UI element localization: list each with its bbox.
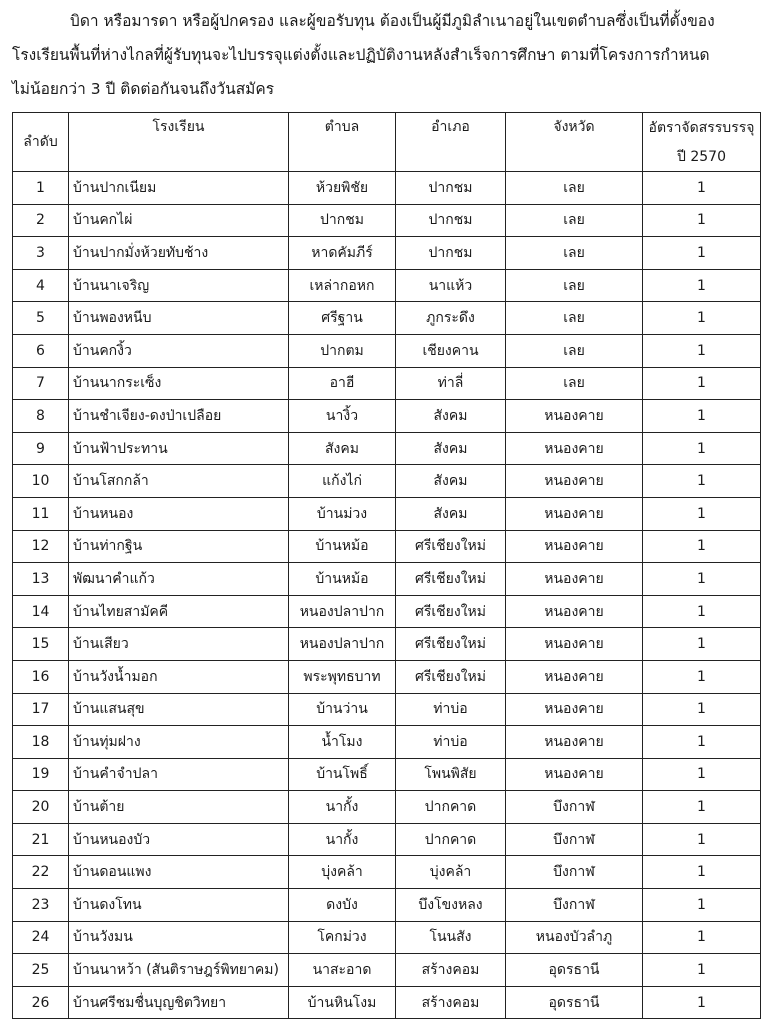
subdistrict: อาฮี [289, 367, 396, 400]
table-row [13, 432, 761, 465]
province: บึงกาฬ [506, 856, 643, 889]
school-name: บ้านปากมั่งห้วยทับช้าง [69, 237, 289, 270]
row-number: 23 [13, 889, 69, 922]
row-number: 25 [13, 954, 69, 987]
quota-count: 1 [643, 986, 761, 1019]
province: หนองคาย [506, 726, 643, 759]
quota-count: 1 [643, 921, 761, 954]
province: บึงกาฬ [506, 889, 643, 922]
header-district: อำเภอ [396, 113, 506, 172]
quota-count: 1 [643, 954, 761, 987]
school-name: บ้านโสกกล้า [69, 465, 289, 498]
row-number: 24 [13, 921, 69, 954]
table-row [13, 400, 761, 433]
table-row [13, 563, 761, 596]
row-number: 21 [13, 823, 69, 856]
row-number: 6 [13, 334, 69, 367]
subdistrict: ปากชม [289, 204, 396, 237]
row-number: 15 [13, 628, 69, 661]
subdistrict: บ้านหินโงม [289, 986, 396, 1019]
school-name: บ้านศรีชมชื่นบุญชิตวิทยา [69, 986, 289, 1019]
school-name: บ้านวังน้ำมอก [69, 660, 289, 693]
subdistrict: บ้านว่าน [289, 693, 396, 726]
subdistrict: พระพุทธบาท [289, 660, 396, 693]
district: ปากชม [396, 237, 506, 270]
row-number: 5 [13, 302, 69, 335]
province: หนองบัวลำภู [506, 921, 643, 954]
quota-count: 1 [643, 334, 761, 367]
header-subdistrict: ตำบล [289, 113, 396, 172]
subdistrict: โคกม่วง [289, 921, 396, 954]
district: ศรีเชียงใหม่ [396, 628, 506, 661]
row-number: 17 [13, 693, 69, 726]
subdistrict: บ้านม่วง [289, 497, 396, 530]
province: หนองคาย [506, 530, 643, 563]
school-quota-table [12, 112, 761, 1019]
province: เลย [506, 172, 643, 205]
row-number: 13 [13, 563, 69, 596]
district: โพนพิสัย [396, 758, 506, 791]
table-row [13, 693, 761, 726]
province: หนองคาย [506, 660, 643, 693]
table-row [13, 595, 761, 628]
district: ปากคาด [396, 823, 506, 856]
subdistrict: ห้วยพิชัย [289, 172, 396, 205]
header-province: จังหวัด [506, 113, 643, 172]
subdistrict: นางิ้ว [289, 400, 396, 433]
district: บุ่งคล้า [396, 856, 506, 889]
province: หนองคาย [506, 465, 643, 498]
table-body [13, 172, 761, 1019]
table-row [13, 954, 761, 987]
district: สังคม [396, 400, 506, 433]
school-name: บ้านคกงิ้ว [69, 334, 289, 367]
quota-count: 1 [643, 432, 761, 465]
quota-count: 1 [643, 269, 761, 302]
table-row [13, 204, 761, 237]
district: ศรีเชียงใหม่ [396, 660, 506, 693]
row-number: 19 [13, 758, 69, 791]
table-row [13, 856, 761, 889]
table-row [13, 660, 761, 693]
province: หนองคาย [506, 400, 643, 433]
header-school: โรงเรียน [69, 113, 289, 172]
table-row [13, 465, 761, 498]
quota-count: 1 [643, 204, 761, 237]
quota-count: 1 [643, 237, 761, 270]
table-row [13, 889, 761, 922]
province: หนองคาย [506, 693, 643, 726]
quota-count: 1 [643, 726, 761, 759]
table-row [13, 367, 761, 400]
row-number: 10 [13, 465, 69, 498]
quota-count: 1 [643, 595, 761, 628]
district: ปากชม [396, 204, 506, 237]
row-number: 18 [13, 726, 69, 759]
table-row [13, 823, 761, 856]
school-name: บ้านคกไผ่ [69, 204, 289, 237]
quota-count: 1 [643, 172, 761, 205]
quota-count: 1 [643, 889, 761, 922]
district: โนนสัง [396, 921, 506, 954]
subdistrict: นากั้ง [289, 823, 396, 856]
quota-count: 1 [643, 302, 761, 335]
quota-count: 1 [643, 791, 761, 824]
table-row [13, 269, 761, 302]
table-row [13, 791, 761, 824]
school-name: บ้านท่ากฐิน [69, 530, 289, 563]
quota-count: 1 [643, 628, 761, 661]
table-row [13, 530, 761, 563]
school-name: บ้านดงโทน [69, 889, 289, 922]
subdistrict: ศรีฐาน [289, 302, 396, 335]
province: เลย [506, 302, 643, 335]
school-name: บ้านนาหว้า (สันติราษฎร์พิทยาคม) [69, 954, 289, 987]
header-no: ลำดับ [13, 113, 69, 172]
table-row [13, 758, 761, 791]
district: ท่าบ่อ [396, 726, 506, 759]
row-number: 7 [13, 367, 69, 400]
subdistrict: หนองปลาปาก [289, 628, 396, 661]
subdistrict: บุ่งคล้า [289, 856, 396, 889]
subdistrict: ปากตม [289, 334, 396, 367]
province: อุดรธานี [506, 986, 643, 1019]
subdistrict: น้ำโมง [289, 726, 396, 759]
intro-paragraph [12, 4, 760, 106]
intro-line-1: บิดา หรือมารดา หรือผู้ปกครอง และผู้ขอรับทุน ต้องเป็นผู้มีภูมิลำเนาอยู่ในเขตตำบลซึ่งเป็นที่ตั้งของ [70, 12, 715, 30]
quota-count: 1 [643, 758, 761, 791]
district: ท่าลี่ [396, 367, 506, 400]
district: สังคม [396, 465, 506, 498]
school-name: บ้านวังมน [69, 921, 289, 954]
school-name: บ้านดอนแพง [69, 856, 289, 889]
school-name: บ้านนากระเซ็ง [69, 367, 289, 400]
subdistrict: เหล่ากอหก [289, 269, 396, 302]
intro-line-3: ไม่น้อยกว่า 3 ปี ติดต่อกันจนถึงวันสมัคร [12, 80, 275, 98]
table-row [13, 628, 761, 661]
school-name: บ้านนาเจริญ [69, 269, 289, 302]
school-name: บ้านแสนสุข [69, 693, 289, 726]
school-name: บ้านชำเจียง-ดงป่าเปลือย [69, 400, 289, 433]
header-quota-line2: ปี 2570 [643, 142, 761, 172]
district: ปากชม [396, 172, 506, 205]
quota-count: 1 [643, 660, 761, 693]
quota-count: 1 [643, 693, 761, 726]
school-name: บ้านหนองบัว [69, 823, 289, 856]
table-row [13, 497, 761, 530]
district: ศรีเชียงใหม่ [396, 563, 506, 596]
row-number: 12 [13, 530, 69, 563]
quota-count: 1 [643, 367, 761, 400]
school-name: บ้านปากเนียม [69, 172, 289, 205]
province: เลย [506, 334, 643, 367]
quota-count: 1 [643, 563, 761, 596]
subdistrict: ดงบัง [289, 889, 396, 922]
subdistrict: บ้านหม้อ [289, 563, 396, 596]
row-number: 14 [13, 595, 69, 628]
table-row [13, 302, 761, 335]
quota-count: 1 [643, 823, 761, 856]
district: สังคม [396, 432, 506, 465]
school-name: บ้านคำจำปลา [69, 758, 289, 791]
table-header-row [13, 113, 761, 143]
row-number: 4 [13, 269, 69, 302]
district: ศรีเชียงใหม่ [396, 595, 506, 628]
district: สร้างคอม [396, 986, 506, 1019]
district: เชียงคาน [396, 334, 506, 367]
row-number: 26 [13, 986, 69, 1019]
subdistrict: บ้านโพธิ์ [289, 758, 396, 791]
school-name: พัฒนาคำแก้ว [69, 563, 289, 596]
row-number: 8 [13, 400, 69, 433]
district: สร้างคอม [396, 954, 506, 987]
province: หนองคาย [506, 497, 643, 530]
school-name: บ้านฟ้าประทาน [69, 432, 289, 465]
province: หนองคาย [506, 628, 643, 661]
school-name: บ้านทุ่มฝาง [69, 726, 289, 759]
province: บึงกาฬ [506, 791, 643, 824]
subdistrict: แก้งไก่ [289, 465, 396, 498]
school-name: บ้านเสียว [69, 628, 289, 661]
table-row [13, 921, 761, 954]
quota-count: 1 [643, 530, 761, 563]
district: ท่าบ่อ [396, 693, 506, 726]
district: ศรีเชียงใหม่ [396, 530, 506, 563]
province: เลย [506, 237, 643, 270]
row-number: 20 [13, 791, 69, 824]
subdistrict: นากั้ง [289, 791, 396, 824]
province: หนองคาย [506, 563, 643, 596]
row-number: 11 [13, 497, 69, 530]
table-row [13, 334, 761, 367]
school-name: บ้านหนอง [69, 497, 289, 530]
quota-count: 1 [643, 497, 761, 530]
row-number: 2 [13, 204, 69, 237]
school-name: บ้านไทยสามัคคี [69, 595, 289, 628]
quota-count: 1 [643, 465, 761, 498]
district: นาแห้ว [396, 269, 506, 302]
table-row [13, 237, 761, 270]
province: หนองคาย [506, 432, 643, 465]
district: ปากคาด [396, 791, 506, 824]
district: ภูกระดึง [396, 302, 506, 335]
province: เลย [506, 367, 643, 400]
row-number: 3 [13, 237, 69, 270]
row-number: 22 [13, 856, 69, 889]
subdistrict: หนองปลาปาก [289, 595, 396, 628]
province: เลย [506, 204, 643, 237]
school-name: บ้านพองหนีบ [69, 302, 289, 335]
province: บึงกาฬ [506, 823, 643, 856]
subdistrict: บ้านหม้อ [289, 530, 396, 563]
intro-line-2: โรงเรียนพื้นที่ห่างไกลที่ผู้รับทุนจะไปบรรจุแต่งตั้งและปฏิบัติงานหลังสำเร็จการศึกษา ตามที่โครงการกำหนด [12, 46, 710, 64]
quota-count: 1 [643, 400, 761, 433]
district: บึงโขงหลง [396, 889, 506, 922]
province: อุดรธานี [506, 954, 643, 987]
district: สังคม [396, 497, 506, 530]
header-quota-line1: อัตราจัดสรรบรรจุ [643, 113, 761, 143]
row-number: 16 [13, 660, 69, 693]
school-name: บ้านต้าย [69, 791, 289, 824]
quota-count: 1 [643, 856, 761, 889]
province: หนองคาย [506, 595, 643, 628]
subdistrict: หาดคัมภีร์ [289, 237, 396, 270]
table-row [13, 726, 761, 759]
province: หนองคาย [506, 758, 643, 791]
table-row [13, 986, 761, 1019]
row-number: 1 [13, 172, 69, 205]
row-number: 9 [13, 432, 69, 465]
subdistrict: สังคม [289, 432, 396, 465]
province: เลย [506, 269, 643, 302]
table-row [13, 172, 761, 205]
subdistrict: นาสะอาด [289, 954, 396, 987]
